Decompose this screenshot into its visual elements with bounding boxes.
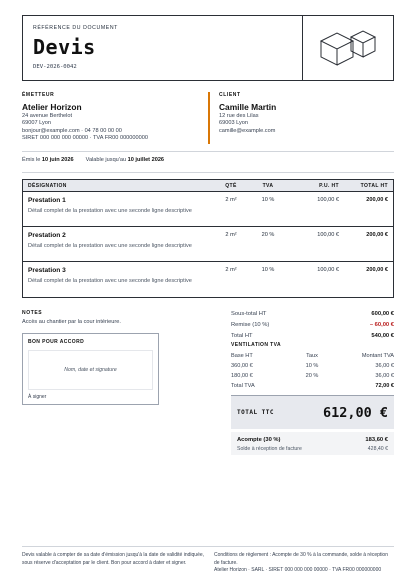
item-detail: Détail complet de la prestation avec une seconde ligne descriptive	[28, 208, 192, 214]
issued-date	[22, 157, 74, 163]
vat-rate: 10 %	[305, 363, 319, 369]
col-total: TOTAL HT	[360, 182, 388, 189]
client-label: CLIENT	[219, 92, 241, 98]
issuer-name: Atelier Horizon	[22, 102, 82, 112]
issuer-address-line-2: 69007 Lyon	[22, 120, 52, 127]
vat-col-rate: Taux	[306, 353, 318, 359]
valid-prefix: Valable jusqu'au	[85, 157, 127, 163]
document-eyebrow: RÉFÉRENCE DU DOCUMENT	[33, 25, 118, 31]
issued-prefix: Émis le	[22, 157, 41, 163]
col-unit-price: P.U. HT	[319, 182, 339, 189]
vat-rate: 20 %	[305, 373, 319, 379]
vat-amount: 36,00 €	[375, 373, 394, 379]
issuer-contact: bonjour@example.com · 04 78 00 00 00	[22, 127, 122, 134]
deposit-box	[231, 432, 394, 455]
vat-breakdown-label: VENTILATION TVA	[231, 342, 281, 348]
total-ht-label: Total HT	[231, 332, 253, 339]
client-block	[208, 92, 394, 144]
balance-row	[237, 444, 388, 453]
item-total: 200,00 €	[366, 232, 388, 238]
total-tva-value: 72,00 €	[375, 383, 394, 389]
logo-area	[303, 16, 393, 80]
table-header	[23, 180, 393, 192]
item-tva: 20 %	[261, 232, 275, 238]
valid-date-value: 10 juillet 2026	[127, 157, 165, 163]
item-detail: Détail complet de la prestation avec une seconde ligne descriptive	[28, 278, 192, 284]
subtotal-label: Sous-total HT	[231, 310, 267, 317]
approval-footer: À signer	[28, 394, 47, 400]
table-row	[23, 262, 393, 297]
item-name: Prestation 3	[28, 267, 66, 274]
col-qty: QTÉ	[225, 182, 237, 189]
footer-terms	[214, 552, 394, 575]
item-name: Prestation 2	[28, 232, 66, 239]
col-designation: DÉSIGNATION	[28, 182, 67, 189]
boxes-logo-icon	[317, 27, 379, 69]
balance-value: 428,40 €	[367, 445, 388, 452]
total-tva-row	[231, 381, 394, 391]
document-number: DEV-2026-0042	[33, 64, 77, 70]
total-ttc-label: TOTAL TTC	[237, 409, 275, 416]
item-tva: 10 %	[261, 267, 275, 273]
parties-section	[22, 92, 394, 144]
item-total: 200,00 €	[366, 197, 388, 203]
table-row	[23, 227, 393, 262]
document-header	[22, 15, 394, 81]
total-tva-label: Total TVA	[231, 383, 255, 389]
subtotal-row	[231, 308, 394, 319]
item-unit-price: 100,00 €	[317, 197, 339, 203]
document-reference	[23, 16, 303, 80]
vat-header-row	[231, 351, 394, 361]
discount-value: – 60,00 €	[369, 321, 394, 328]
issued-date-value: 10 juin 2026	[41, 157, 74, 163]
footer-payment-terms: Conditions de règlement : Acompte de 30 % à la commande, solde à réception de facture.	[214, 552, 388, 566]
deposit-label: Acompte (30 %)	[237, 436, 281, 443]
client-address-line-1: 12 rue des Lilas	[219, 113, 259, 120]
col-tva: TVA	[262, 182, 274, 189]
total-ttc-value: 612,00 €	[322, 404, 388, 421]
client-address-line-2: 69003 Lyon	[219, 120, 249, 127]
item-detail: Détail complet de la prestation avec une seconde ligne descriptive	[28, 243, 192, 249]
issuer-ids: SIRET 000 000 000 00000 · TVA FR00 000000000	[22, 134, 148, 141]
items-table	[22, 179, 394, 298]
footer-legal: Atelier Horizon · SARL · SIRET 000 000 000 00000 · TVA FR00 000000000	[214, 567, 382, 573]
vat-col-base: Base HT	[231, 353, 253, 359]
vat-row	[231, 371, 394, 381]
item-qty: 2 m²	[225, 197, 237, 203]
issuer-address-line-1: 24 avenue Berthelot	[22, 113, 73, 120]
client-email: camille@example.com	[219, 127, 276, 134]
approval-box	[22, 333, 159, 405]
table-row	[23, 192, 393, 227]
subtotal-value: 600,00 €	[371, 310, 394, 317]
vat-base: 360,00 €	[231, 363, 253, 369]
document-title: Devis	[33, 35, 96, 59]
totals-section	[231, 308, 394, 391]
issuer-block	[22, 92, 208, 144]
vat-col-amount: Montant TVA	[361, 353, 394, 359]
vat-row	[231, 361, 394, 371]
item-unit-price: 100,00 €	[317, 232, 339, 238]
valid-until-date	[86, 157, 164, 163]
vat-base: 180,00 €	[231, 373, 253, 379]
item-unit-price: 100,00 €	[317, 267, 339, 273]
vat-amount: 36,00 €	[375, 363, 394, 369]
notes-label: NOTES	[22, 310, 43, 316]
item-qty: 2 m²	[225, 232, 237, 238]
discount-label: Remise (10 %)	[231, 321, 270, 328]
signature-field[interactable]: Nom, date et signature	[28, 350, 153, 390]
approval-label: BON POUR ACCORD	[28, 339, 85, 345]
item-tva: 10 %	[261, 197, 275, 203]
deposit-value: 183,60 €	[365, 436, 388, 443]
document-footer	[22, 546, 394, 575]
total-ttc-box	[231, 395, 394, 429]
dates-line	[22, 157, 164, 163]
total-ht-value: 540,00 €	[371, 332, 394, 339]
discount-row	[231, 319, 394, 330]
notes-text: Accès au chantier par la cour intérieure.	[22, 319, 121, 325]
notes-section	[22, 310, 202, 325]
divider	[22, 151, 394, 152]
balance-label: Solde à réception de facture	[237, 445, 302, 452]
divider	[22, 172, 394, 173]
total-ht-row	[231, 330, 394, 341]
client-name: Camille Martin	[219, 102, 277, 112]
item-qty: 2 m²	[225, 267, 237, 273]
footer-validity-text: Devis valable à compter de sa date d'émission jusqu'à la date de validité indiquée, sous réserve d'acceptation par le client. Bon pour accord à dater et signer.	[22, 552, 205, 566]
deposit-row	[237, 435, 388, 444]
item-total: 200,00 €	[366, 267, 388, 273]
item-name: Prestation 1	[28, 197, 66, 204]
issuer-label: ÉMETTEUR	[22, 92, 55, 98]
